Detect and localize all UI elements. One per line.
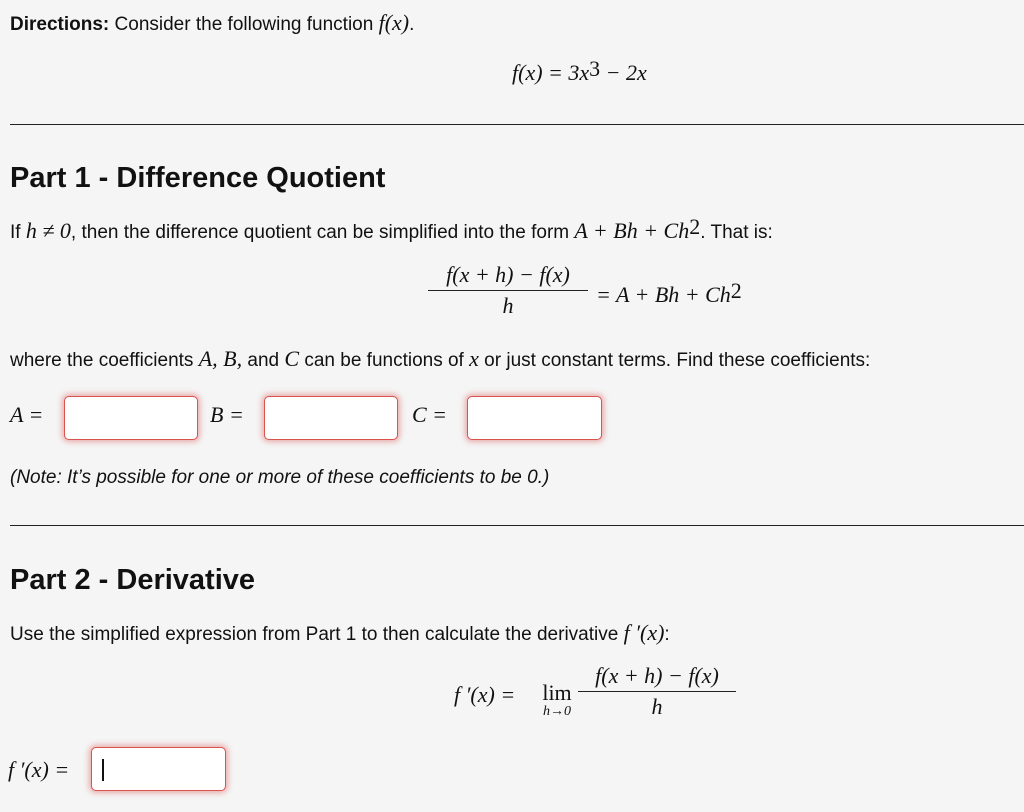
part1-heading: Part 1 - Difference Quotient xyxy=(10,162,386,194)
divider-1 xyxy=(10,124,1024,125)
label-C: C = xyxy=(412,402,448,427)
coef-and: and xyxy=(247,350,280,371)
function-rhs: − 2x xyxy=(600,60,647,85)
part2-intro xyxy=(10,620,670,646)
function-lhs: f(x) = 3x xyxy=(512,60,590,85)
coef-text-end: or just constant terms. Find these coefficients: xyxy=(484,350,871,371)
answer-label: f ′(x) = xyxy=(8,757,70,782)
coefficients-text xyxy=(10,346,870,372)
part1-intro-c: . That is: xyxy=(700,222,773,243)
directions-line xyxy=(10,10,414,36)
dq-numerator: f(x + h) − f(x) xyxy=(446,262,570,287)
directions-func: f(x) xyxy=(378,10,410,35)
coef-text-b: can be functions of xyxy=(304,350,464,371)
directions-text: Consider the following function xyxy=(114,14,374,35)
directions-label: Directions: xyxy=(10,14,110,35)
part2-intro-func: f ′(x) xyxy=(623,620,665,645)
part1-note: (Note: It’s possible for one or more of these coefficients to be 0.) xyxy=(10,467,550,488)
input-C[interactable] xyxy=(467,396,602,440)
label-B: B = xyxy=(210,402,244,427)
divider-2 xyxy=(10,525,1024,526)
part2-heading: Part 2 - Derivative xyxy=(10,564,256,596)
part1-intro-form-exp: 2 xyxy=(689,214,701,239)
input-A[interactable] xyxy=(64,396,198,440)
dq-denominator: h xyxy=(502,293,514,318)
part1-intro xyxy=(10,214,773,244)
difference-quotient-fraction xyxy=(428,262,588,319)
part1-intro-form: A + Bh + Ch xyxy=(574,218,690,243)
derivative-numerator: f(x + h) − f(x) xyxy=(595,663,719,688)
directions-period: . xyxy=(409,14,415,35)
derivative-denominator: h xyxy=(651,694,663,719)
input-derivative[interactable] xyxy=(91,747,226,791)
lim-text: lim xyxy=(542,680,572,705)
part2-intro-colon: : xyxy=(664,624,670,645)
part1-intro-cond: h ≠ 0 xyxy=(25,218,71,243)
coef-text-a: where the coefficients xyxy=(10,350,194,371)
dq-rhs xyxy=(596,278,742,308)
part2-intro-text: Use the simplified expression from Part 1 to then calculate the derivative xyxy=(10,624,619,645)
text-cursor xyxy=(102,759,104,781)
coef-c: C xyxy=(284,346,300,371)
lim-subscript: h→0 xyxy=(543,704,571,719)
part1-intro-b: , then the difference quotient can be simplified into the form xyxy=(70,222,570,243)
dq-rhs-exp: 2 xyxy=(730,278,742,303)
part1-intro-a: If xyxy=(10,222,21,243)
coef-vars: A, B, xyxy=(198,346,243,371)
function-exponent: 3 xyxy=(589,56,601,81)
derivative-lhs: f ′(x) = xyxy=(454,682,516,707)
derivative-fraction xyxy=(578,663,736,720)
input-B[interactable] xyxy=(264,396,398,440)
label-A: A = xyxy=(10,402,44,427)
function-definition xyxy=(512,56,647,86)
coef-x: x xyxy=(469,346,479,371)
dq-rhs-expr: = A + Bh + Ch xyxy=(596,282,731,307)
limit-operator xyxy=(538,682,576,720)
